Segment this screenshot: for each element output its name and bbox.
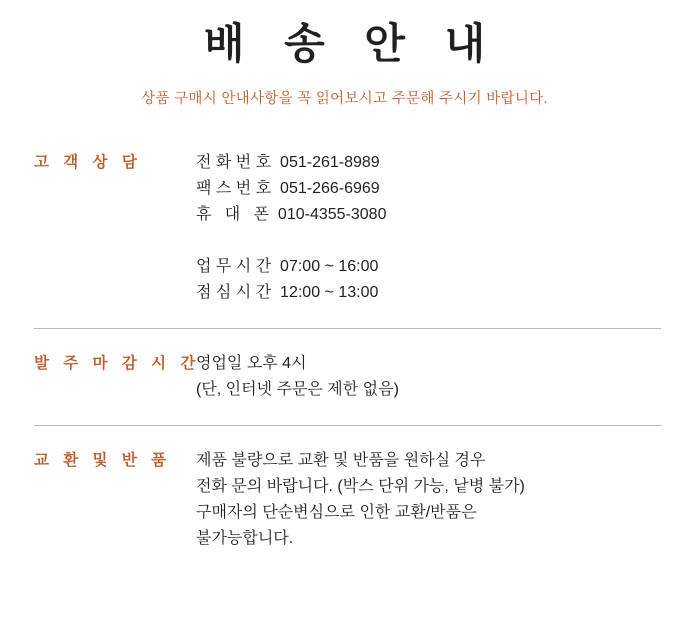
order-deadline-time: 영업일 오후 4시: [196, 354, 307, 372]
section-label-exchange-return: 교 환 및 반 품: [34, 451, 172, 469]
page-subtitle: 상품 구매시 안내사항을 꼭 읽어보시고 주문해 주시기 바랍니다.: [141, 90, 548, 107]
business-hours: 업 무 시 간 07:00 ~ 16:00: [196, 257, 379, 275]
contact-mobile: 휴 대 폰 010-4355-3080: [196, 205, 387, 223]
section-customer-support: [0, 150, 689, 306]
contact-blank-row: [196, 228, 661, 254]
return-policy-line-2: 전화 문의 바랍니다. (박스 단위 가능, 낱병 불가): [196, 477, 525, 495]
lunch-hours: 점 심 시 간 12:00 ~ 13:00: [196, 283, 379, 301]
return-policy-line-3: 구매자의 단순변심으로 인한 교환/반품은: [196, 503, 477, 521]
return-policy-line-1: 제품 불량으로 교환 및 반품을 원하실 경우: [196, 451, 486, 469]
section-label-customer-support: 고 객 상 담: [34, 153, 142, 171]
divider-after-customer-support: [34, 328, 661, 329]
contact-fax: 팩 스 번 호 051-266-6969: [196, 179, 380, 197]
divider-after-order-deadline: [34, 425, 661, 426]
section-body-customer-support: [196, 150, 661, 306]
page-title: 배 송 안 내: [203, 20, 500, 67]
section-body-exchange-return: [196, 448, 661, 552]
order-deadline-note: (단, 인터넷 주문은 제한 없음): [196, 380, 399, 398]
section-order-deadline: [0, 351, 689, 403]
contact-phone: 전 화 번 호 051-261-8989: [196, 153, 380, 171]
section-label-order-deadline: 발 주 마 감 시 간: [34, 354, 201, 372]
section-body-order-deadline: [196, 351, 661, 403]
section-exchange-return: [0, 448, 689, 552]
return-policy-line-4: 불가능합니다.: [196, 529, 294, 547]
